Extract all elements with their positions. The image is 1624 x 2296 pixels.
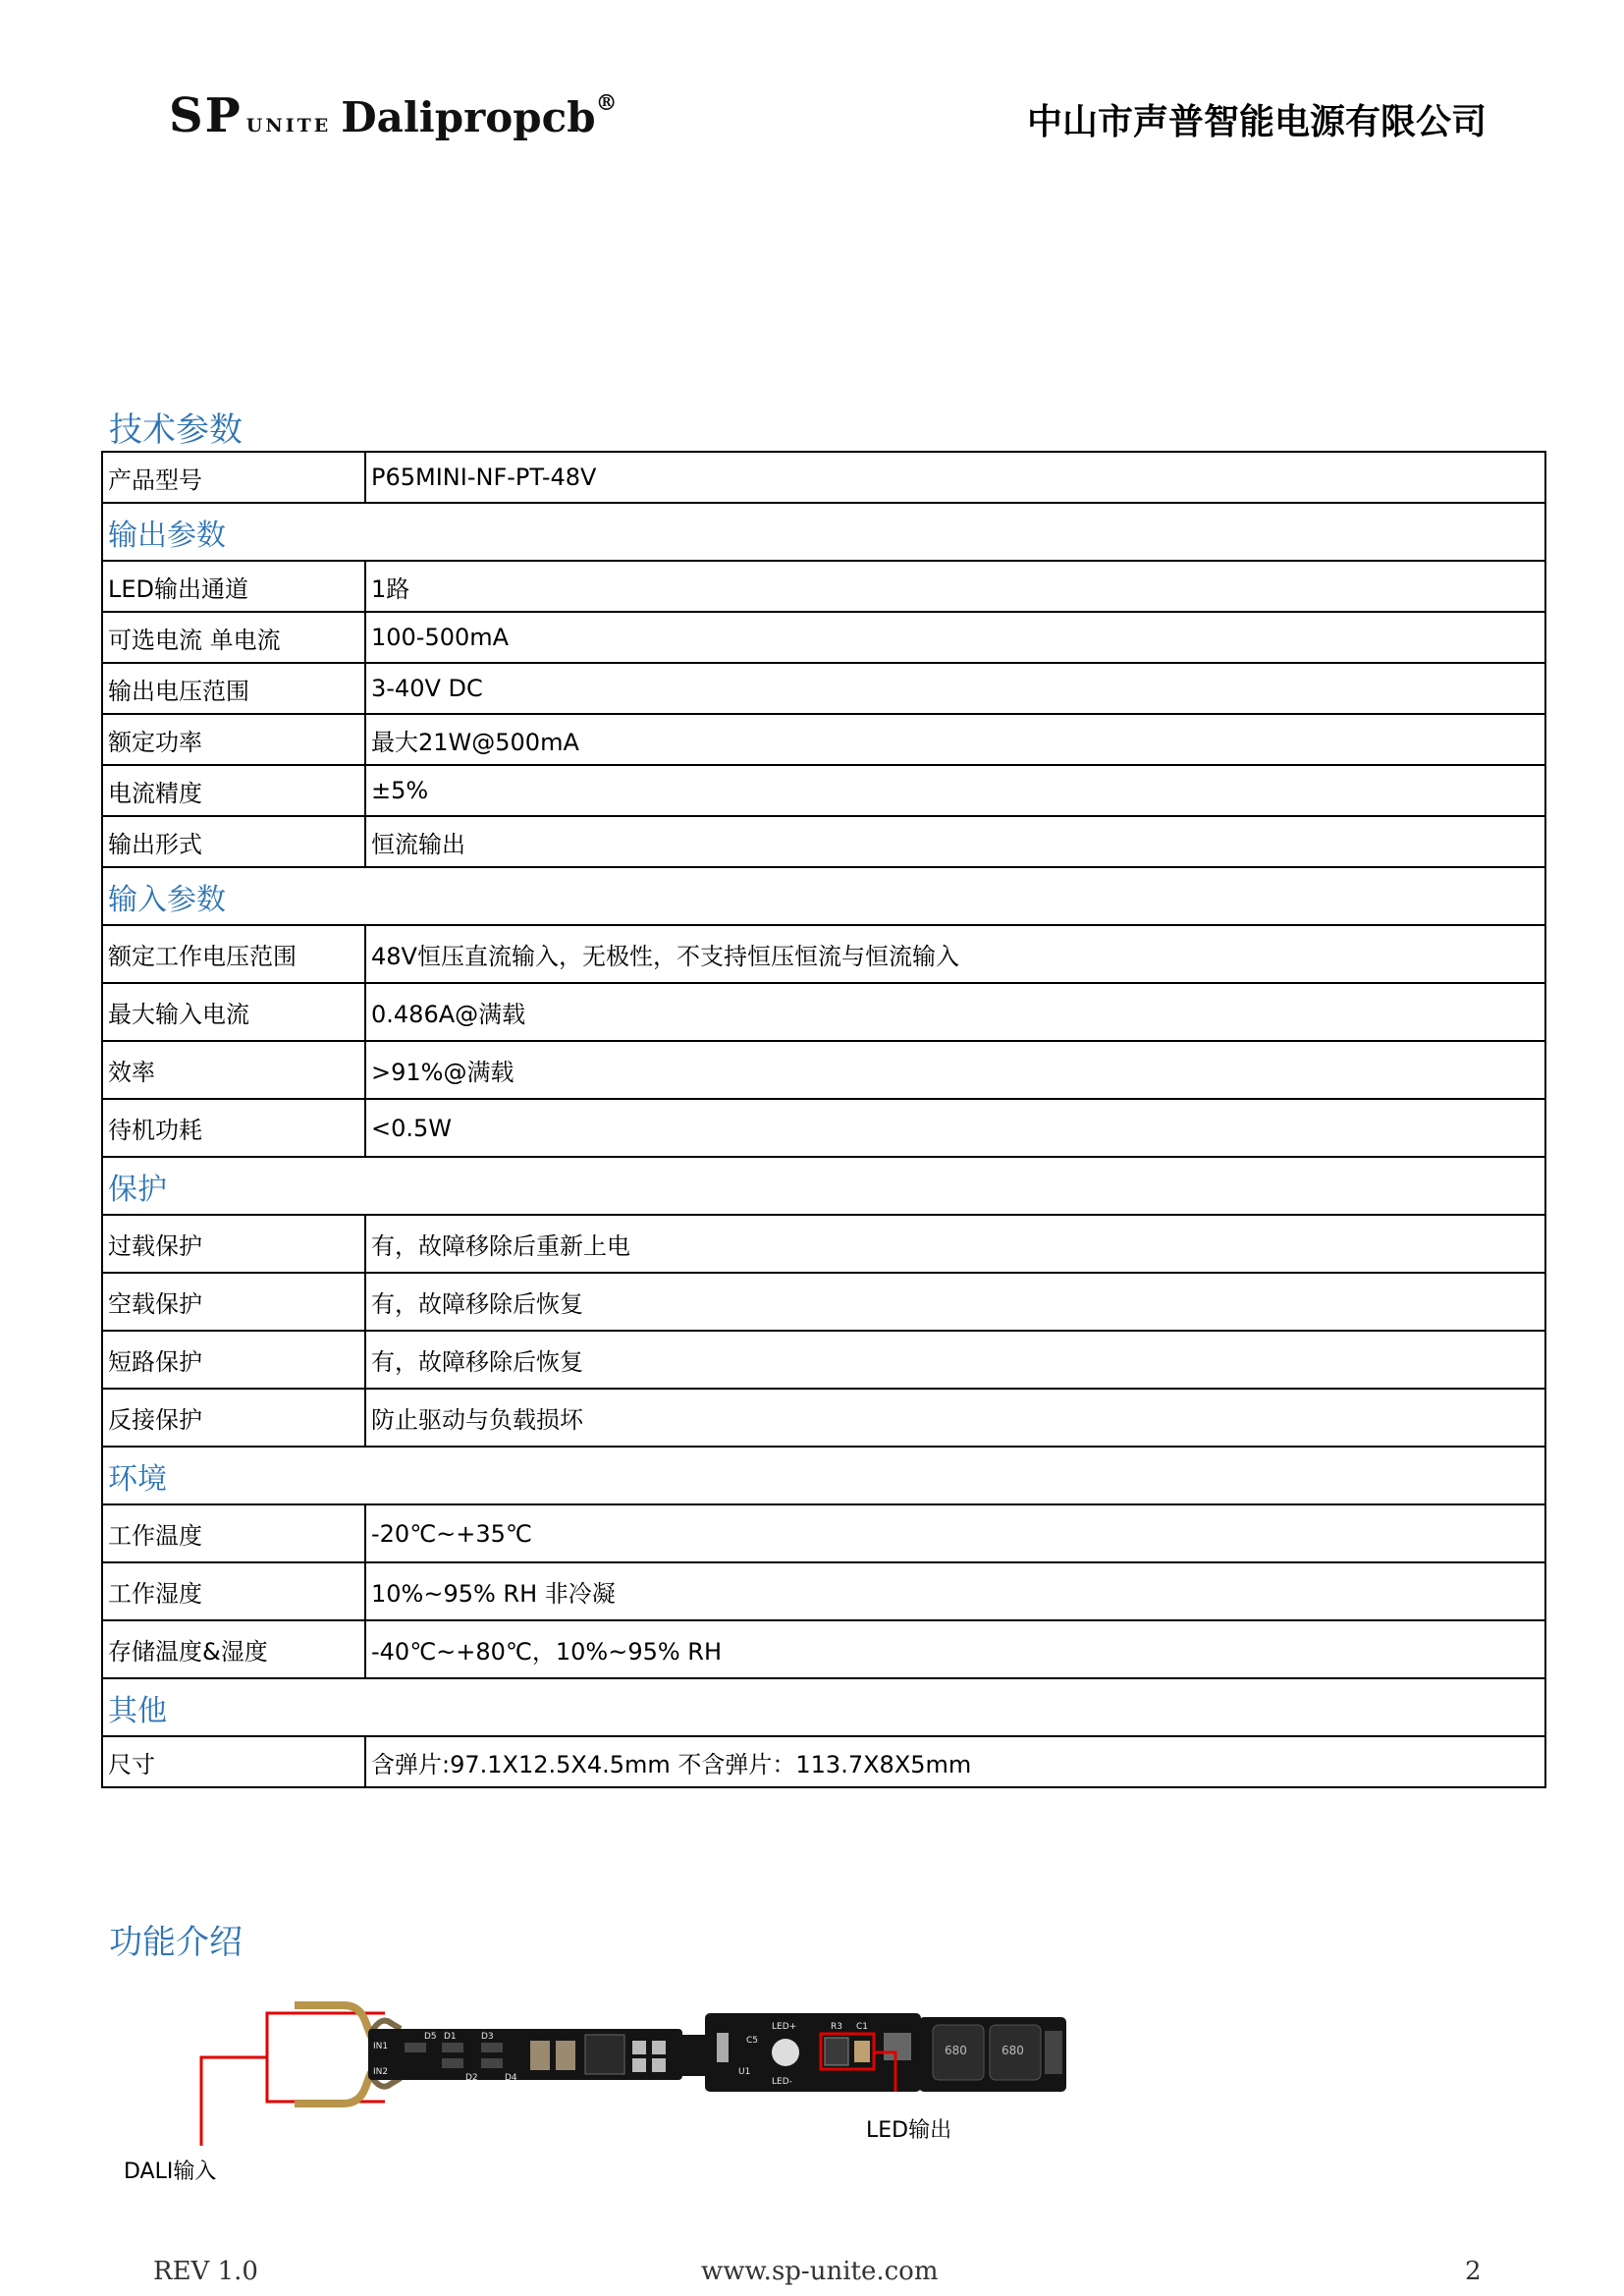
spec-group-label: 环境 — [102, 1447, 1545, 1504]
spec-value: 有，故障移除后重新上电 — [365, 1215, 1545, 1273]
diode-d3 — [481, 2043, 503, 2052]
silk-label: D5 — [424, 2032, 437, 2042]
spec-key: 额定工作电压范围 — [102, 925, 365, 983]
spec-value: 10%~95% RH 非冷凝 — [365, 1562, 1545, 1620]
spec-key: 额定功率 — [102, 714, 365, 765]
spec-group-label: 其他 — [102, 1678, 1545, 1736]
spec-key: 工作温度 — [102, 1504, 365, 1562]
spec-key: 待机功耗 — [102, 1099, 365, 1157]
spec-key: LED输出通道 — [102, 561, 365, 612]
spec-row — [102, 1041, 1545, 1099]
spec-key: 空载保护 — [102, 1273, 365, 1331]
spec-row — [102, 1620, 1545, 1678]
inductor-marking: 680 — [1001, 2044, 1024, 2057]
pcb-drawing — [0, 1994, 1624, 2219]
diode-d5 — [405, 2043, 426, 2052]
spring-contact-bottom — [295, 2072, 371, 2104]
silk-label: LED- — [772, 2077, 792, 2087]
spec-row — [102, 1099, 1545, 1157]
spec-row — [102, 714, 1545, 765]
spec-group-label: 保护 — [102, 1157, 1545, 1215]
footer-revision: REV 1.0 — [153, 2257, 258, 2286]
silk-label: LED+ — [772, 2022, 797, 2032]
silk-label: R3 — [831, 2022, 842, 2032]
spec-key: 短路保护 — [102, 1331, 365, 1389]
spec-row — [102, 612, 1545, 663]
pcb-neck-1 — [677, 2035, 707, 2076]
spec-row — [102, 1215, 1545, 1273]
silk-label: IN1 — [373, 2042, 389, 2051]
diode-d4 — [481, 2058, 503, 2068]
silk-label: D3 — [481, 2032, 494, 2042]
spec-row — [102, 561, 1545, 612]
spec-value: <0.5W — [365, 1099, 1545, 1157]
silk-label: C5 — [746, 2036, 759, 2046]
spec-group-row — [102, 503, 1545, 561]
spec-row — [102, 1562, 1545, 1620]
ic-chip — [585, 2035, 624, 2074]
silk-label: D4 — [505, 2073, 517, 2083]
spec-key: 输出形式 — [102, 816, 365, 867]
spec-key: 尺寸 — [102, 1736, 365, 1787]
silk-label: U1 — [738, 2067, 751, 2077]
silk-label: D1 — [444, 2032, 457, 2042]
spec-group-row — [102, 1678, 1545, 1736]
footer-page-number: 2 — [1465, 2257, 1482, 2286]
spec-value: -40℃~+80℃，10%~95% RH — [365, 1620, 1545, 1678]
diode-d1 — [442, 2043, 463, 2052]
spec-value: 48V恒压直流输入，无极性，不支持恒压恒流与恒流输入 — [365, 925, 1545, 983]
spec-group-row — [102, 1447, 1545, 1504]
smd-pad-3 — [652, 2041, 666, 2054]
spec-row — [102, 983, 1545, 1041]
registered-mark: ® — [595, 90, 618, 116]
spec-group-row — [102, 1157, 1545, 1215]
silk-label: D2 — [465, 2073, 478, 2083]
resistor-r3 — [825, 2038, 848, 2065]
dali-input-label: DALI输入 — [124, 2159, 217, 2184]
spec-key: 输出电压范围 — [102, 663, 365, 714]
spec-group-row — [102, 867, 1545, 925]
spec-value: 3-40V DC — [365, 663, 1545, 714]
spec-value: 0.486A@满载 — [365, 983, 1545, 1041]
led-output-label: LED输出 — [866, 2118, 952, 2143]
spec-row — [102, 765, 1545, 816]
silk-label: C1 — [856, 2022, 869, 2032]
company-name: 中山市声普智能电源有限公司 — [1026, 102, 1487, 142]
spec-key: 工作湿度 — [102, 1562, 365, 1620]
spec-row — [102, 925, 1545, 983]
spec-value: 最大21W@500mA — [365, 714, 1545, 765]
brand-logo — [169, 88, 618, 143]
spec-section-title: 技术参数 — [109, 410, 243, 450]
led-pad-circle — [772, 2039, 799, 2066]
spec-row — [102, 816, 1545, 867]
spec-key: 最大输入电流 — [102, 983, 365, 1041]
spec-row — [102, 1389, 1545, 1447]
spec-key: 效率 — [102, 1041, 365, 1099]
spec-value: 防止驱动与负载损坏 — [365, 1389, 1545, 1447]
spec-value: -20℃~+35℃ — [365, 1504, 1545, 1562]
spec-value: 1路 — [365, 561, 1545, 612]
transistor — [884, 2033, 911, 2060]
spec-value: >91%@满载 — [365, 1041, 1545, 1099]
inductor-marking: 680 — [945, 2044, 967, 2057]
spec-row — [102, 1736, 1545, 1787]
smd-pad-2 — [632, 2058, 646, 2072]
spec-row — [102, 452, 1545, 503]
capacitor-c1 — [854, 2041, 870, 2062]
logo-unite: UNITE — [245, 115, 332, 137]
spec-value: 有，故障移除后恢复 — [365, 1331, 1545, 1389]
pcb-diagram — [0, 1994, 1624, 2219]
spec-group-label: 输入参数 — [102, 867, 1545, 925]
spec-key: 电流精度 — [102, 765, 365, 816]
spec-row — [102, 1504, 1545, 1562]
spec-value: 含弹片:97.1X12.5X4.5mm 不含弹片：113.7X8X5mm — [365, 1736, 1545, 1787]
spec-key: 产品型号 — [102, 452, 365, 503]
sot-u1 — [717, 2033, 729, 2062]
smd-pad-4 — [652, 2058, 666, 2072]
spec-value: P65MINI-NF-PT-48V — [365, 452, 1545, 503]
function-section-title: 功能介绍 — [109, 1923, 243, 1962]
spec-row — [102, 663, 1545, 714]
smd-pad-1 — [632, 2041, 646, 2054]
dali-leader-line — [201, 2057, 267, 2146]
spec-key: 过载保护 — [102, 1215, 365, 1273]
spec-value: 恒流输出 — [365, 816, 1545, 867]
footer-website: www.sp-unite.com — [701, 2257, 939, 2286]
spec-key: 可选电流 单电流 — [102, 612, 365, 663]
spring-contact-top — [295, 2005, 371, 2037]
output-connector — [1045, 2031, 1062, 2074]
capacitor-1 — [530, 2041, 550, 2070]
spec-value: ±5% — [365, 765, 1545, 816]
silk-label: IN2 — [373, 2067, 389, 2077]
spec-value: 100-500mA — [365, 612, 1545, 663]
spec-value: 有，故障移除后恢复 — [365, 1273, 1545, 1331]
spec-row — [102, 1273, 1545, 1331]
capacitor-2 — [556, 2041, 575, 2070]
spec-key: 反接保护 — [102, 1389, 365, 1447]
logo-dalipropcb: Dalipropcb — [341, 93, 596, 141]
spec-key: 存储温度&湿度 — [102, 1620, 365, 1678]
logo-sp: SP — [169, 88, 243, 143]
diode-d2 — [442, 2058, 463, 2068]
spec-group-label: 输出参数 — [102, 503, 1545, 561]
spec-row — [102, 1331, 1545, 1389]
spec-table — [101, 451, 1546, 1788]
